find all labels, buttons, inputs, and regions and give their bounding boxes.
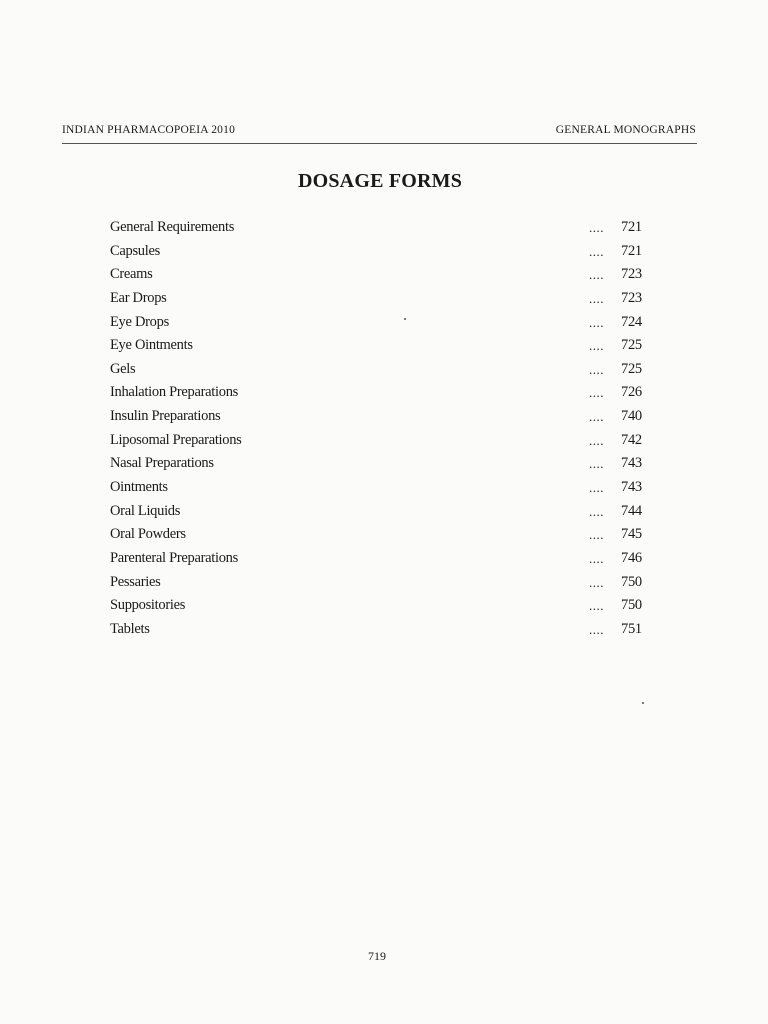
- toc-entry-leader: ....: [589, 598, 604, 614]
- toc-entry-name: Eye Ointments: [110, 337, 193, 354]
- toc-entry-name: Pessaries: [110, 573, 161, 590]
- toc-entry-page: 725: [621, 337, 642, 354]
- toc-entry: [110, 287, 655, 311]
- toc-entry-leader: ....: [589, 480, 604, 496]
- toc-entry-leader: ....: [589, 243, 604, 259]
- toc-entry-page: 726: [621, 384, 642, 401]
- toc-entry-leader: ....: [589, 290, 604, 306]
- toc-entry-page: 723: [621, 289, 642, 306]
- toc-entry-page: 725: [621, 360, 642, 377]
- toc-entry: [110, 263, 655, 287]
- toc-entry-page: 751: [621, 620, 642, 637]
- toc-entry-leader: ....: [589, 338, 604, 354]
- toc-entry-leader: ....: [589, 267, 604, 283]
- toc-entry-page: 750: [621, 597, 642, 614]
- toc-entry-name: Nasal Preparations: [110, 455, 214, 472]
- header-divider: [62, 143, 697, 144]
- toc-entry: [110, 405, 655, 429]
- toc-entry-leader: ....: [589, 409, 604, 425]
- toc-entry-page: 723: [621, 266, 642, 283]
- toc-entry-name: Ointments: [110, 479, 168, 496]
- toc-entry-name: Creams: [110, 266, 153, 283]
- toc-entry-leader: ....: [589, 432, 604, 448]
- toc-entry: [110, 618, 655, 642]
- toc-entry: [110, 311, 655, 335]
- toc-entry: [110, 358, 655, 382]
- scan-speck: [404, 318, 406, 320]
- toc-entry-leader: ....: [589, 220, 604, 235]
- toc-entry-name: Liposomal Preparations: [110, 431, 242, 448]
- toc-entry-name: Ear Drops: [110, 289, 167, 306]
- toc-entry-name: Oral Liquids: [110, 502, 181, 519]
- running-header-title: INDIAN PHARMACOPOEIA 2010: [62, 124, 236, 136]
- toc-entry: [110, 500, 655, 524]
- toc-entry-name: General Requirements: [110, 219, 235, 235]
- toc-entry: [110, 571, 655, 595]
- toc-entry-page: 745: [621, 526, 642, 543]
- page-number: 719: [368, 949, 386, 963]
- toc-entry-page: 742: [621, 431, 642, 448]
- toc-entry-name: Oral Powders: [110, 526, 186, 543]
- toc-entry-name: Tablets: [110, 620, 150, 637]
- toc-entry-name: Parenteral Preparations: [110, 549, 238, 566]
- toc-entry: [110, 594, 655, 618]
- toc-entry: [110, 429, 655, 453]
- page-title: DOSAGE FORMS: [297, 170, 463, 192]
- toc-entry-leader: ....: [589, 385, 604, 401]
- toc-entry-name: Gels: [110, 360, 136, 377]
- toc-entry-page: 740: [621, 408, 642, 425]
- toc-entry-name: Suppositories: [110, 597, 186, 614]
- toc-entry: [110, 381, 655, 405]
- toc-entry: [110, 523, 655, 547]
- toc-entry-name: Eye Drops: [110, 313, 169, 330]
- toc-entry: [110, 452, 655, 476]
- toc-entry: [110, 240, 655, 264]
- toc-entry-leader: ....: [589, 550, 604, 566]
- toc-entry: [110, 476, 655, 500]
- toc-entry-name: Inhalation Preparations: [110, 384, 238, 401]
- toc-entry-name: Insulin Preparations: [110, 408, 221, 425]
- toc-entry-page: 743: [621, 455, 642, 472]
- toc-entry-leader: ....: [589, 527, 604, 543]
- toc-entry-leader: ....: [589, 503, 604, 519]
- running-header-section: GENERAL MONOGRAPHS: [555, 124, 696, 136]
- table-of-contents: [110, 216, 655, 642]
- toc-entry-leader: ....: [589, 361, 604, 377]
- toc-entry-page: 724: [621, 313, 642, 330]
- toc-entry-leader: ....: [589, 314, 604, 330]
- toc-entry-page: 721: [621, 219, 642, 235]
- toc-entry-page: 746: [621, 549, 642, 566]
- toc-entry-page: 721: [621, 242, 642, 259]
- toc-entry-name: Capsules: [110, 242, 160, 259]
- toc-entry-page: 743: [621, 479, 642, 496]
- toc-entry: [110, 547, 655, 571]
- toc-entry-page: 744: [621, 502, 642, 519]
- toc-entry: [110, 216, 655, 240]
- toc-entry-leader: ....: [589, 621, 604, 637]
- toc-entry-page: 750: [621, 573, 642, 590]
- toc-entry-leader: ....: [589, 574, 604, 590]
- toc-entry-leader: ....: [589, 456, 604, 472]
- toc-entry: [110, 334, 655, 358]
- scan-speck: [642, 702, 644, 704]
